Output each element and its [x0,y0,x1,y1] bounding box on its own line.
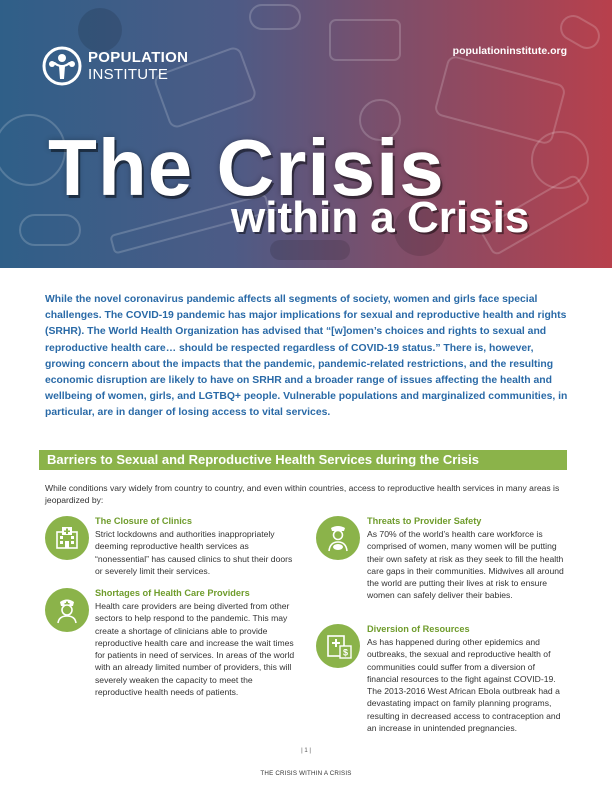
title-line-2: within a Crisis [231,193,530,242]
hero-banner [0,0,612,268]
organization-logo [42,46,188,86]
section-lead: While conditions vary widely from country to country, and even within countries, access to reproductive health services in many areas is jeopardized by: [45,483,560,506]
midwife-icon [316,516,360,560]
section-heading: Barriers to Sexual and Reproductive Health Services during the Crisis [39,450,567,470]
svg-text:$: $ [342,647,349,658]
website-url[interactable]: populationinstitute.org [452,45,567,57]
population-institute-logo-icon [42,46,82,86]
footer-title: THE CRISIS WITHIN A CRISIS [260,770,352,777]
item-text-shortages: Health care providers are being diverted from other sectors to help respond to the pandemic. This may create a shortage of clinicians able to provide reproductive health care and increase the wait times for patients in need of services. In areas of the world with an already limited number of providers, this will severely weaken the capacity to meet the reproductive health needs of patients. [95,601,295,698]
item-text-closure: Strict lockdowns and authorities inappropriately deeming reproductive health services as “nonessential” has caused clinics to shut their doors or severely limit their services. [95,529,293,576]
money-icon [316,624,360,668]
page-number: | 1 | [301,748,311,754]
title-line-1: The Crisis [48,123,445,212]
hospital-icon [45,516,89,560]
nurse-icon [45,588,89,632]
logo-line-2: INSTITUTE [88,66,169,83]
item-text-resources: As has happened during other epidemics and outbreaks, the sexual and reproductive health of communities could suffer from a diversion of financial resources to the fight against COVID-19. The 2013-2016 West African Ebola outbreak had a devastating impact on family planning programs, resulting in decreased access to contraception and an increase in unintended pregnancies. [367,637,561,734]
item-title-shortages: Shortages of Health Care Providers [95,588,250,598]
item-title-safety: Threats to Provider Safety [367,516,482,526]
intro-paragraph: While the novel coronavirus pandemic affects all segments of society, women and girls face special challenges. The COVID-19 pandemic has major implications for sexual and reproductive health and rights (SRHR). The World Health Organization has advised that “[w]omen’s choices and rights to sexual and reproductive health care… should be respected regardless of COVID-19 status.” There is, however, growing concern about the impacts that the pandemic, pandemic-related restrictions, and the resulting economic disruption are likely to have on SRHR and a broader range of issues affecting the health and wellbeing of women, girls, and LGTBQ+ people. Vulnerable populations and marginalized communities, in particular, are in danger of losing access to vital services. [45,294,568,419]
item-title-resources: Diversion of Resources [367,624,470,634]
item-text-safety: As 70% of the world’s health care workforce is comprised of women, many women will be putting their own safety at risk as they seek to fill the health care gaps in their communities. Midwives all around the world are putting their lives at risk to ensure women can safely deliver their babies. [367,529,564,601]
item-title-closure: The Closure of Clinics [95,516,192,526]
logo-line-1: POPULATION [88,49,189,66]
